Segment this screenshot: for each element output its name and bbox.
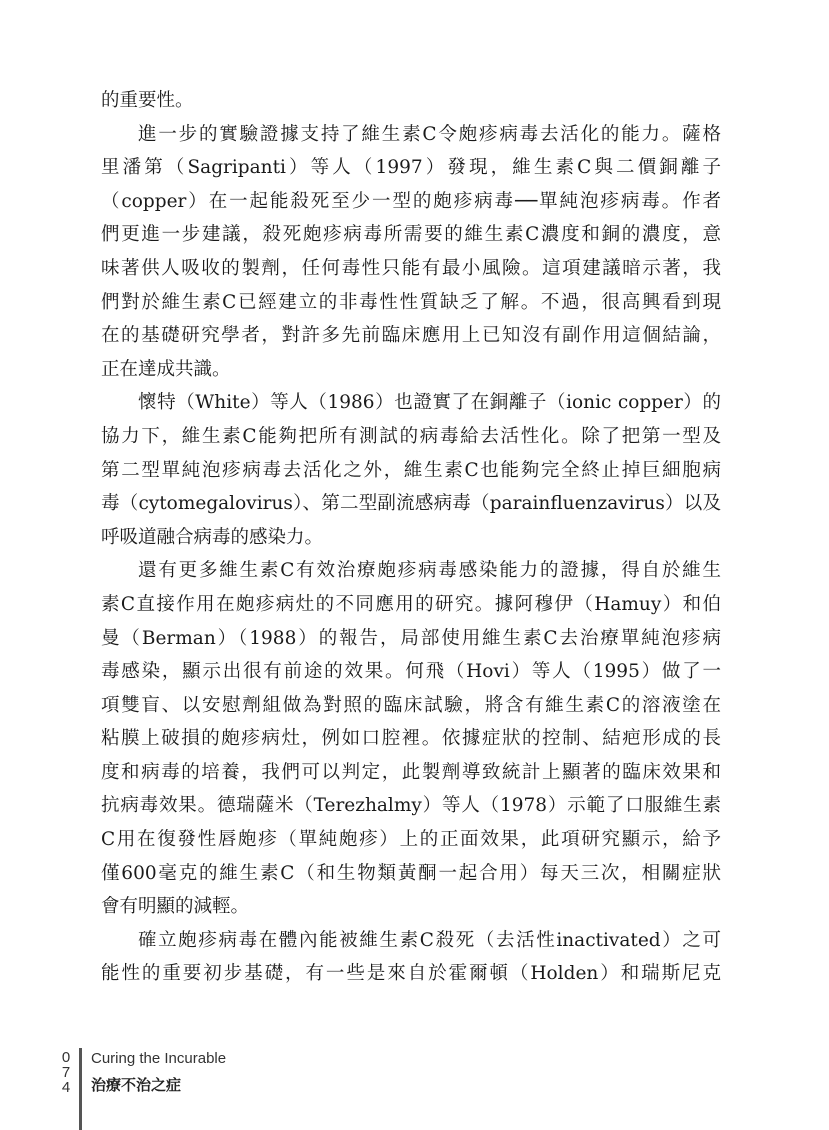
text-line: 抗病毒效果。德瑞薩米（Terezhalmy）等人（1978）示範了口服維生素 xyxy=(101,795,721,817)
text-line: 在的基礎研究學者，對許多先前臨床應用上已知沒有副作用這個結論， xyxy=(101,325,721,347)
text-line: 毒感染，顯示出很有前途的效果。何飛（Hovi）等人（1995）做了一 xyxy=(101,661,721,683)
paragraph xyxy=(101,554,721,924)
text-line: 味著供人吸收的製劑，任何毒性只能有最小風險。這項建議暗示著，我 xyxy=(101,257,721,279)
text-line: 正在達成共識。 xyxy=(101,358,231,380)
text-line: 素C直接作用在皰疹病灶的不同應用的研究。據阿穆伊（Hamuy）和伯 xyxy=(101,593,721,615)
text-line: 們對於維生素C已經建立的非毒性性質缺乏了解。不過，很高興看到現 xyxy=(101,291,721,313)
text-line: 呼吸道融合病毒的感染力。 xyxy=(101,526,324,548)
text-line: C用在復發性唇皰疹（單純皰疹）上的正面效果，此項研究顯示，給予 xyxy=(101,829,721,851)
text-line: 粘膜上破損的皰疹病灶，例如口腔裡。依據症狀的控制、結疤形成的長 xyxy=(101,728,721,750)
paragraph xyxy=(101,924,721,991)
text-line: 里潘第（Sagripanti）等人（1997）發現，維生素C與二價銅離子 xyxy=(101,157,721,179)
page-number-digit: 7 xyxy=(61,1064,71,1081)
text-line: 們更進一步建議，殺死皰疹病毒所需要的維生素C濃度和銅的濃度，意 xyxy=(101,224,721,246)
paragraph xyxy=(101,84,721,118)
footer-divider xyxy=(79,1048,82,1130)
page-footer xyxy=(56,1048,356,1130)
text-line: 確立皰疹病毒在體內能被維生素C殺死（去活性inactivated）之可 xyxy=(138,929,721,951)
text-line: 度和病毒的培養，我們可以判定，此製劑導致統計上顯著的臨床效果和 xyxy=(101,761,721,783)
page-number xyxy=(60,1050,72,1095)
text-line: 毒（cytomegalovirus）、第二型副流感病毒（parainfluenzavirus）以及 xyxy=(101,493,721,515)
text-line: 懷特（White）等人（1986）也證實了在銅離子（ionic copper）的 xyxy=(138,392,721,414)
paragraph xyxy=(101,118,721,387)
text-line: 曼（Berman）（1988）的報告，局部使用維生素C去治療單純泡疹病 xyxy=(101,627,721,649)
text-line: （copper）在一起能殺死至少一型的皰疹病毒──單純泡疹病毒。作者 xyxy=(101,190,721,212)
text-line: 進一步的實驗證據支持了維生素C令皰疹病毒去活化的能力。薩格 xyxy=(138,123,721,145)
text-line: 僅600毫克的維生素C（和生物類黃酮一起合用）每天三次，相關症狀 xyxy=(101,862,721,884)
text-line: 第二型單純泡疹病毒去活化之外，維生素C也能夠完全終止掉巨細胞病 xyxy=(101,459,721,481)
text-line: 的重要性。 xyxy=(101,90,194,111)
text-line: 還有更多維生素C有效治療皰疹病毒感染能力的證據，得自於維生 xyxy=(138,560,721,582)
paragraph xyxy=(101,386,721,554)
text-line: 協力下，維生素C能夠把所有測試的病毒給去活性化。除了把第一型及 xyxy=(101,425,721,447)
book-title-chinese: 治療不治之症 xyxy=(91,1076,182,1094)
text-line: 會有明顯的減輕。 xyxy=(101,896,250,918)
book-title-english: Curing the Incurable xyxy=(91,1050,227,1067)
text-line: 項雙盲、以安慰劑組做為對照的臨床試驗，將含有維生素C的溶液塗在 xyxy=(101,694,721,716)
page-number-digit: 4 xyxy=(61,1079,71,1096)
text-line: 能性的重要初步基礎，有一些是來自於霍爾頓（Holden）和瑞斯尼克 xyxy=(101,963,721,985)
page-number-digit: 0 xyxy=(61,1049,71,1066)
page-body xyxy=(101,84,721,991)
